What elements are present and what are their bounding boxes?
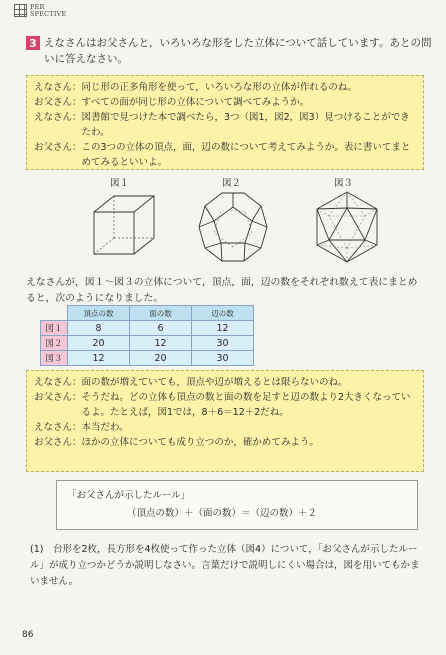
dialogue-line bbox=[34, 390, 416, 420]
speaker: えなさん： bbox=[34, 112, 82, 123]
table-header-row bbox=[41, 306, 254, 321]
table-row bbox=[41, 336, 254, 351]
figure-3-icosahedron bbox=[310, 190, 384, 264]
header-edges: 辺の数 bbox=[192, 306, 254, 321]
line-text: ほかの立体についても成り立つのか，確かめてみよう。 bbox=[81, 437, 319, 448]
dialogue-line bbox=[34, 95, 416, 110]
speaker: お父さん： bbox=[34, 392, 82, 403]
table-cell: 30 bbox=[192, 336, 254, 351]
line-text: 図書館で見つけた本で調べたら，3つ（図1，図2，図3）見つけることができたわ。 bbox=[81, 112, 410, 138]
figure-2-label: 図２ bbox=[222, 178, 242, 189]
dialogue-line bbox=[34, 420, 416, 435]
header-faces: 面の数 bbox=[130, 306, 192, 321]
table-cell: 12 bbox=[130, 336, 192, 351]
speaker: えなさん： bbox=[34, 377, 82, 388]
table-row bbox=[41, 321, 254, 336]
line-text: この3つの立体の頂点，面，辺の数について考えてみようか。表に書いてまとめてみるといいよ。 bbox=[81, 142, 411, 168]
question-1: (1) 台形を2枚，長方形を4枚使って作った立体（図4）について，「お父さんが示したルール」が成り立つかどうか説明しなさい。言葉だけで説明しにくい場合は，図を用いてもかまいません。 bbox=[30, 544, 420, 587]
header-vertices: 頂点の数 bbox=[68, 306, 130, 321]
dialogue-line bbox=[34, 140, 416, 170]
table-corner bbox=[41, 306, 68, 321]
question-intro: えなさんはお父さんと，いろいろな形をした立体について話しています。あとの問いに答えなさい。 bbox=[44, 37, 432, 65]
table-cell: 30 bbox=[192, 351, 254, 366]
rule-title: 「お父さんが示したルール」 bbox=[67, 490, 191, 501]
line-text: すべての面が同じ形の立体について調べてみようか。 bbox=[81, 97, 310, 108]
table-cell: 6 bbox=[130, 321, 192, 336]
table-cell: 20 bbox=[68, 336, 130, 351]
figure-1-label: 図１ bbox=[110, 178, 130, 189]
dialogue-line bbox=[34, 110, 416, 140]
figure-1-cube bbox=[88, 190, 160, 262]
dialogue-line bbox=[34, 375, 416, 390]
speaker: えなさん： bbox=[34, 82, 82, 93]
table-cell: 20 bbox=[130, 351, 192, 366]
figure-3-label: 図３ bbox=[334, 178, 354, 189]
figure-2-dodecahedron bbox=[196, 190, 270, 264]
rule-formula: （頂点の数）＋（面の数）＝（辺の数）＋２ bbox=[127, 508, 318, 519]
line-text: 本当だわ。 bbox=[81, 422, 129, 433]
table-cell: 12 bbox=[192, 321, 254, 336]
speaker: お父さん： bbox=[34, 437, 82, 448]
logo-line1: PER bbox=[30, 3, 45, 11]
speaker: お父さん： bbox=[34, 142, 82, 153]
dialogue-line bbox=[34, 435, 416, 450]
line-text: そうだね。どの立体も頂点の数と面の数を足すと辺の数より2大きくなっているよ。たとえば，図1では，8＋6＝12＋2だね。 bbox=[81, 392, 411, 418]
table-cell: 12 bbox=[68, 351, 130, 366]
page-number: 86 bbox=[22, 630, 34, 640]
dialogue-box-2 bbox=[26, 370, 424, 472]
rule-box bbox=[56, 480, 418, 530]
table-cell: 8 bbox=[68, 321, 130, 336]
speaker: えなさん： bbox=[34, 422, 82, 433]
line-text: 面の数が増えていても，頂点や辺が増えるとは限らないのね。 bbox=[81, 377, 348, 388]
perspective-logo bbox=[14, 4, 67, 17]
table-row bbox=[41, 351, 254, 366]
dialogue-line bbox=[34, 80, 416, 95]
row-label: 図３ bbox=[41, 351, 68, 366]
speaker: お父さん： bbox=[34, 97, 82, 108]
line-text: 同じ形の正多角形を使って，いろいろな形の立体が作れるのね。 bbox=[81, 82, 357, 93]
logo-line2: SPECTIVE bbox=[30, 9, 67, 18]
table-intro-text: えなさんが，図１～図３の立体について，頂点，面，辺の数をそれぞれ数えて表にまとめると，次のようになりました。 bbox=[26, 277, 418, 304]
row-label: 図１ bbox=[41, 321, 68, 336]
count-table bbox=[40, 305, 254, 366]
row-label: 図２ bbox=[41, 336, 68, 351]
logo-grid-icon bbox=[14, 4, 27, 17]
dialogue-box-1 bbox=[26, 75, 424, 170]
question-number-badge: 3 bbox=[26, 36, 40, 50]
